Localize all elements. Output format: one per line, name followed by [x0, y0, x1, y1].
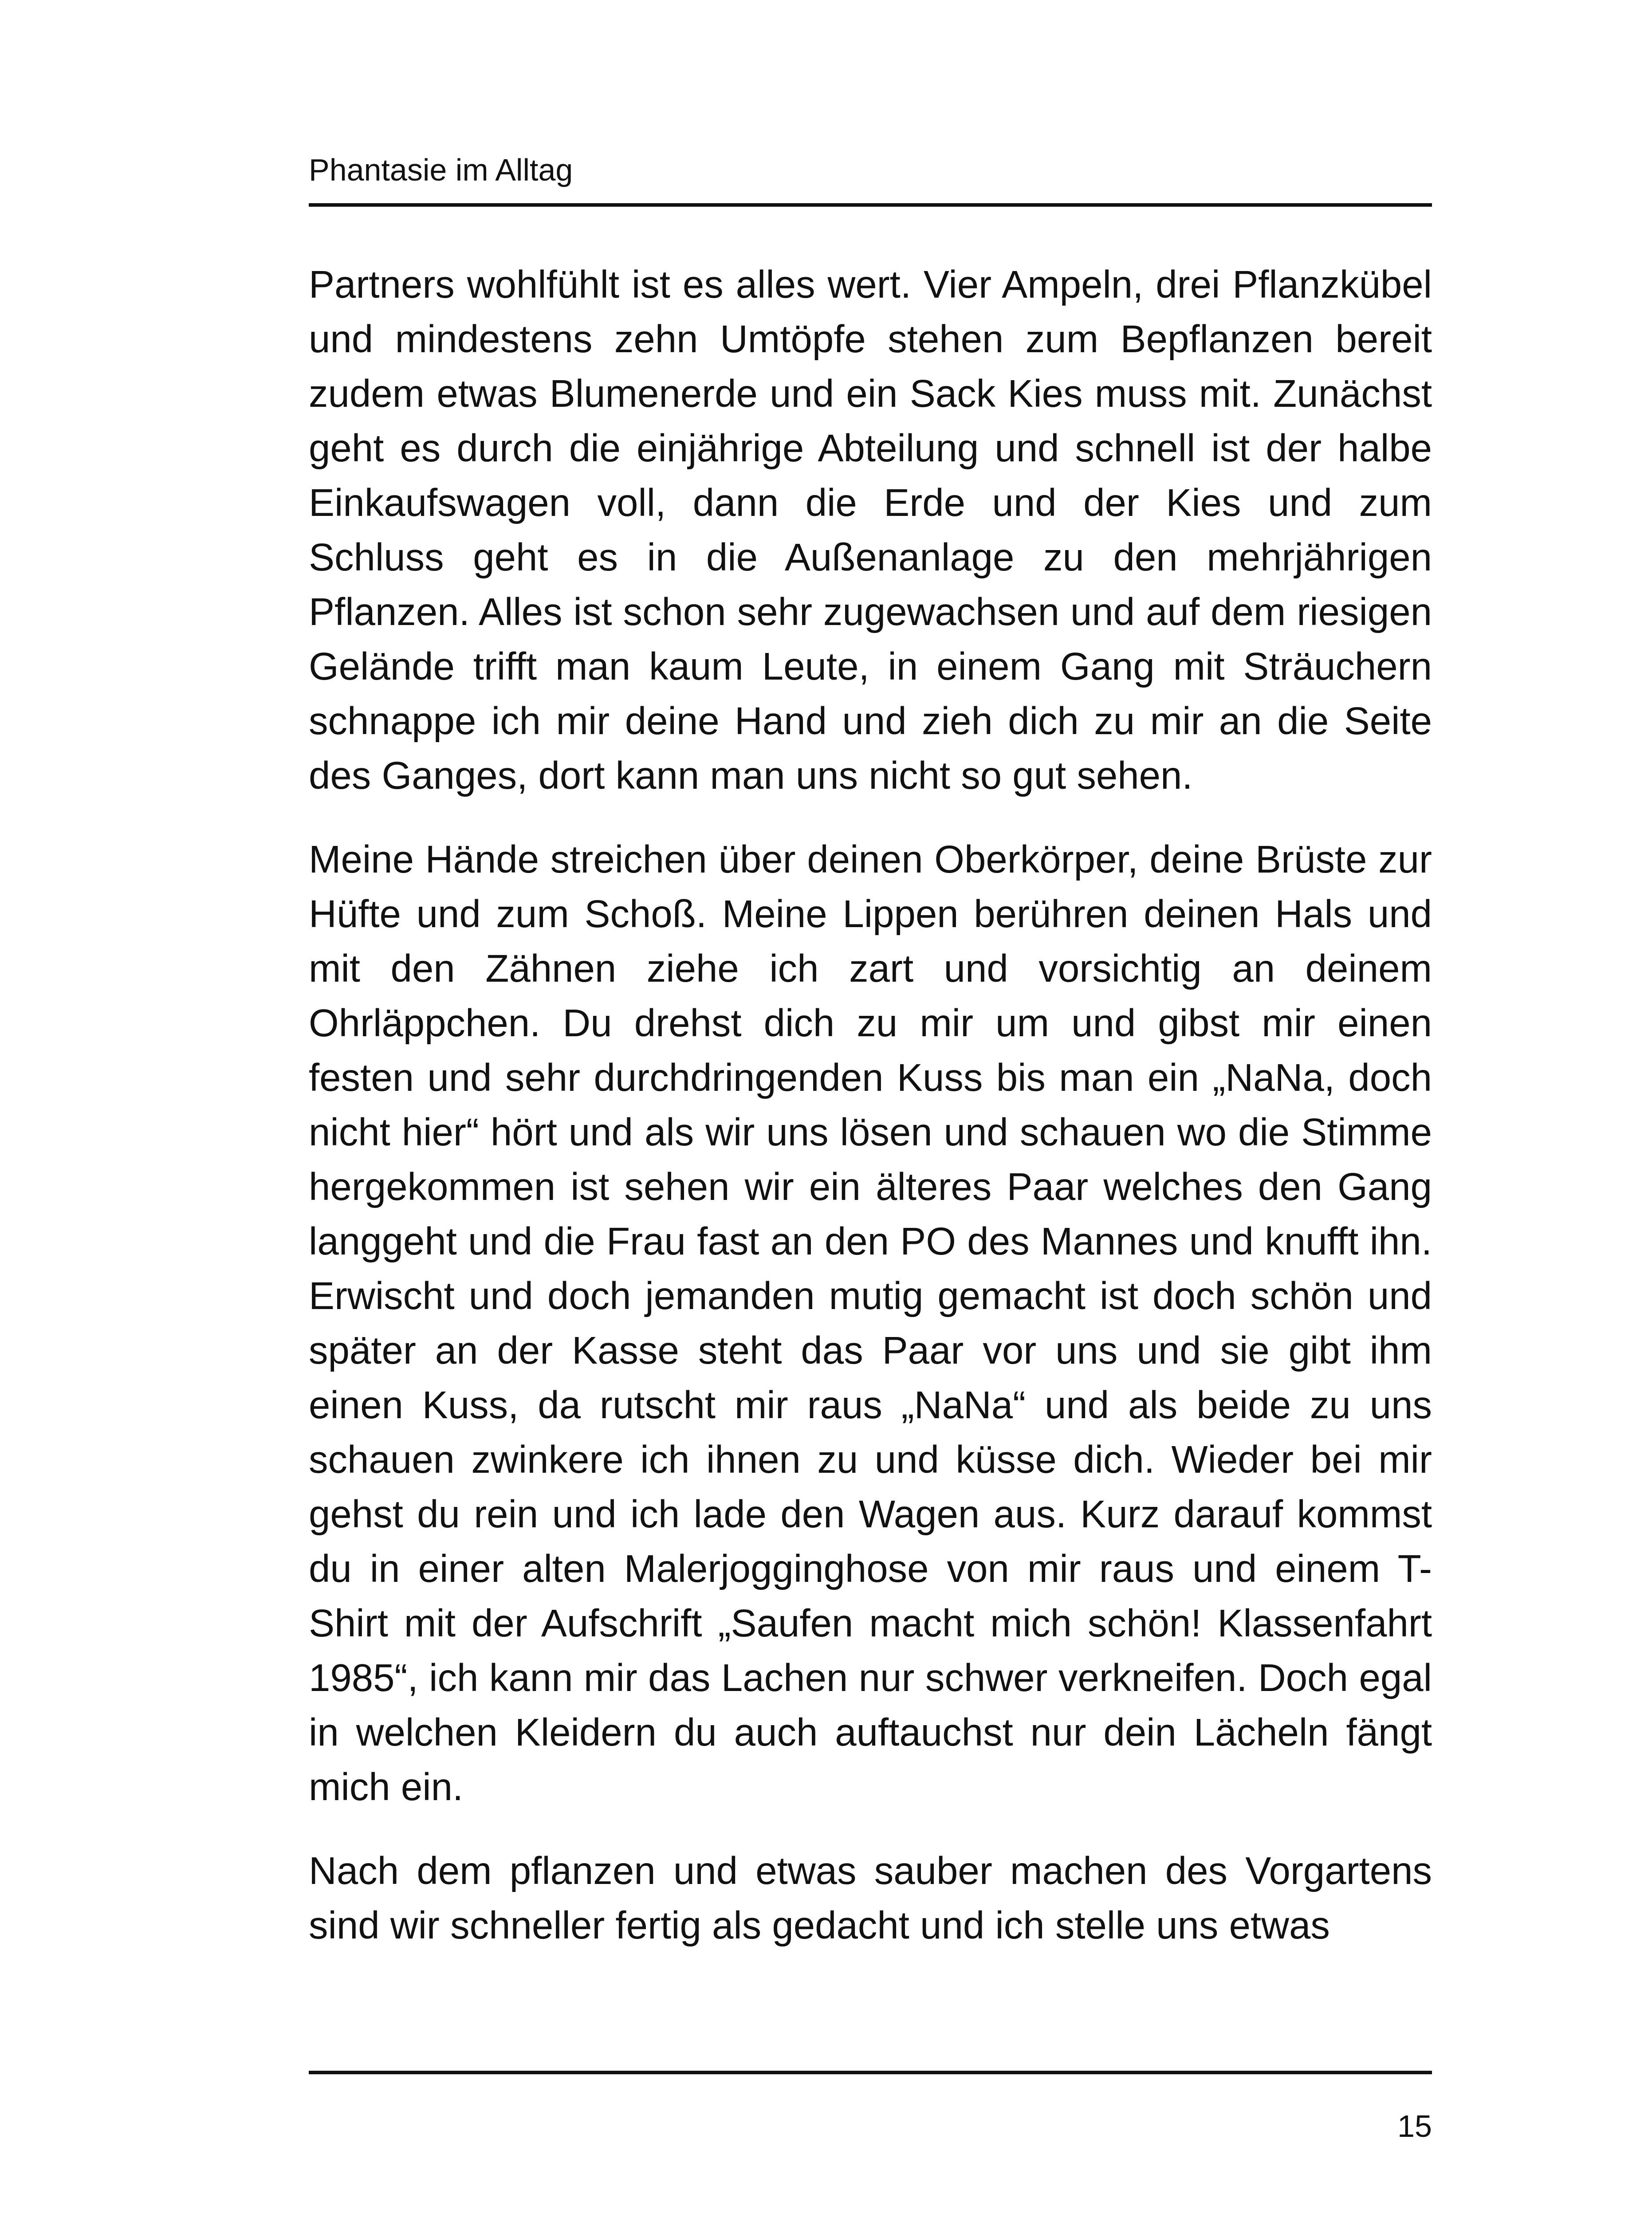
- running-header: Phantasie im Alltag: [309, 153, 573, 187]
- header-rule: [309, 203, 1432, 207]
- page-number: 15: [1397, 2109, 1432, 2143]
- body-text: [309, 257, 1432, 1982]
- paragraph: Partners wohlfühlt ist es alles wert. Vier Ampeln, drei Pflanzkübel und mindestens zehn Umtöpfe stehen zum Bepflanzen bereit zudem etwas Blumenerde und ein Sack Kies muss mit. Zunächst geht es durch die einjährige Abteilung und schnell ist der halbe Einkaufswagen voll, dann die Erde und der Kies und zum Schluss geht es in die Außenanlage zu den mehrjährigen Pflanzen. Alles ist schon sehr zugewachsen und auf dem riesigen Gelände trifft man kaum Leute, in einem Gang mit Sträuchern schnappe ich mir deine Hand und zieh dich zu mir an die Seite des Ganges, dort kann man uns nicht so gut sehen.: [309, 263, 1432, 797]
- paragraph: Nach dem pflanzen und etwas sauber machen des Vorgartens sind wir schneller fertig als gedacht und ich stelle uns etwas: [309, 1849, 1432, 1947]
- paragraph: Meine Hände streichen über deinen Oberkörper, deine Brüste zur Hüfte und zum Schoß. Meine Lippen berühren deinen Hals und mit den Zähnen ziehe ich zart und vorsichtig an deinem Ohrläppchen. Du drehst dich zu mir um und gibst mir einen festen und sehr durchdringenden Kuss bis man ein „NaNa, doch nicht hier“ hört und als wir uns lösen und schauen wo die Stimme hergekommen ist sehen wir ein älteres Paar welches den Gang langgeht und die Frau fast an den PO des Mannes und knufft ihn. Erwischt und doch jemanden mutig gemacht ist doch schön und später an der Kasse steht das Paar vor uns und sie gibt ihm einen Kuss, da rutscht mir raus „NaNa“ und als beide zu uns schauen zwinkere ich ihnen zu und küsse dich. Wieder bei mir gehst du rein und ich lade den Wagen aus. Kurz darauf kommst du in einer alten Malerjogginghose von mir raus und einem T-Shirt mit der Aufschrift „Saufen macht mich schön! Klassenfahrt 1985“, ich kann mir das Lachen nur schwer verkneifen. Doch egal in welchen Kleidern du auch auftauchst nur dein Lächeln fängt mich ein.: [309, 838, 1432, 1809]
- footer-rule: [309, 2071, 1432, 2074]
